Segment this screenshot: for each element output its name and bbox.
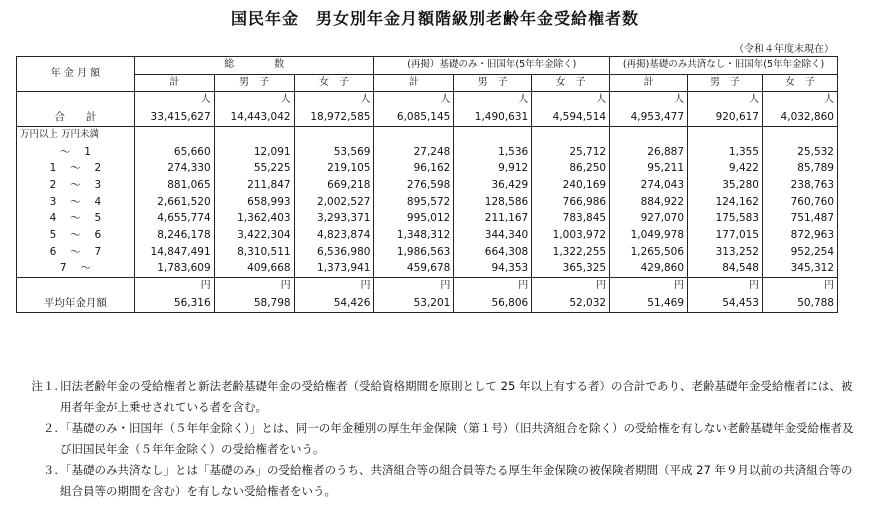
cell-value: 274,330 xyxy=(134,160,214,177)
cell-value: 1,536 xyxy=(454,144,532,161)
unit-label: 円 xyxy=(214,278,294,295)
table-row xyxy=(17,260,838,277)
cell-value: 177,015 xyxy=(688,227,763,244)
cell-value: 895,572 xyxy=(374,194,454,211)
unit-label: 円 xyxy=(532,278,610,295)
cell-value: 3,293,371 xyxy=(294,210,374,227)
row-label: 平均年金月額 xyxy=(17,295,135,312)
header-row-2 xyxy=(17,74,838,92)
cell-value: 1,003,972 xyxy=(532,227,610,244)
cell-value: 344,340 xyxy=(454,227,532,244)
cell-value: 4,032,860 xyxy=(762,109,837,126)
cell-value: 56,806 xyxy=(454,295,532,312)
row-label: 1 ～ 2 xyxy=(17,160,135,177)
cell-value: 459,678 xyxy=(374,260,454,277)
unit-label: 円 xyxy=(762,278,837,295)
row-label: 4 ～ 5 xyxy=(17,210,135,227)
col-male: 男 子 xyxy=(688,74,763,92)
cell-value: 766,986 xyxy=(532,194,610,211)
cell-value: 27,248 xyxy=(374,144,454,161)
note-text: 「基礎のみ・旧国年（５年年金除く）」とは、同一の年金種別の厚生年金保険（第１号）（旧共済組合を除く）の受給権を有しない老齢基礎年金受給権者及び旧国民年金（５年年金除く）の受給権者をいう。 xyxy=(60,421,854,456)
unit-label: 人 xyxy=(374,92,454,109)
cell-value: 4,953,477 xyxy=(610,109,688,126)
table-row xyxy=(17,210,838,227)
row-label: 合 計 xyxy=(17,109,135,126)
cell-value: 25,532 xyxy=(762,144,837,161)
cell-value: 56,316 xyxy=(134,295,214,312)
unit-label: 人 xyxy=(454,92,532,109)
note-text: 旧法老齢年金の受給権者と新法老齢基礎年金の受給権者（受給資格期間を原則として 25 年以上有する者）の合計であり、老齢基礎年金受給権者には、被用者年金が上乗せされている者を含む。 xyxy=(60,379,853,414)
unit-label: 人 xyxy=(688,92,763,109)
table-row xyxy=(17,227,838,244)
cell-value: 884,922 xyxy=(610,194,688,211)
cell-value: 6,536,980 xyxy=(294,244,374,261)
row-label: 5 ～ 6 xyxy=(17,227,135,244)
cell-value: 128,586 xyxy=(454,194,532,211)
col-total: 計 xyxy=(610,74,688,92)
table-row xyxy=(17,194,838,211)
cell-value: 2,661,520 xyxy=(134,194,214,211)
row-label: 3 ～ 4 xyxy=(17,194,135,211)
unit-row-persons xyxy=(17,92,838,109)
col-male: 男 子 xyxy=(214,74,294,92)
bracket-header: 年 金 月 額 xyxy=(17,57,135,92)
cell-value: 1,322,255 xyxy=(532,244,610,261)
cell-value: 881,065 xyxy=(134,177,214,194)
cell-value: 3,422,304 xyxy=(214,227,294,244)
cell-value: 1,373,941 xyxy=(294,260,374,277)
cell-value: 429,860 xyxy=(610,260,688,277)
col-male: 男 子 xyxy=(454,74,532,92)
cell-value: 920,617 xyxy=(688,109,763,126)
cell-value: 1,049,978 xyxy=(610,227,688,244)
cell-value: 53,201 xyxy=(374,295,454,312)
cell-value: 96,162 xyxy=(374,160,454,177)
unit-label: 円 xyxy=(688,278,763,295)
table-row xyxy=(17,177,838,194)
cell-value: 9,422 xyxy=(688,160,763,177)
unit-label: 円 xyxy=(294,278,374,295)
bracket-rows xyxy=(17,144,838,278)
cell-value: 4,823,874 xyxy=(294,227,374,244)
cell-value: 669,218 xyxy=(294,177,374,194)
cell-value: 6,085,145 xyxy=(374,109,454,126)
row-label: 6 ～ 7 xyxy=(17,244,135,261)
cell-value: 12,091 xyxy=(214,144,294,161)
cell-value: 760,760 xyxy=(762,194,837,211)
unit-label: 人 xyxy=(762,92,837,109)
cell-value: 51,469 xyxy=(610,295,688,312)
cell-value: 2,002,527 xyxy=(294,194,374,211)
cell-value: 50,788 xyxy=(762,295,837,312)
cell-value: 94,353 xyxy=(454,260,532,277)
cell-value: 14,443,042 xyxy=(214,109,294,126)
cell-value: 124,162 xyxy=(688,194,763,211)
unit-label: 人 xyxy=(134,92,214,109)
unit-label: 円 xyxy=(610,278,688,295)
cell-value: 36,429 xyxy=(454,177,532,194)
cell-value: 86,250 xyxy=(532,160,610,177)
unit-label: 円 xyxy=(374,278,454,295)
cell-value: 1,265,506 xyxy=(610,244,688,261)
col-total: 計 xyxy=(134,74,214,92)
cell-value: 1,348,312 xyxy=(374,227,454,244)
cell-value: 4,655,774 xyxy=(134,210,214,227)
table-row xyxy=(17,244,838,261)
cell-value: 84,548 xyxy=(688,260,763,277)
group2-header: (再掲）基礎のみ・旧国年(5年年金除く) xyxy=(374,57,610,75)
note-mark: ２. xyxy=(42,421,58,435)
note-item xyxy=(16,376,856,418)
cell-value: 274,043 xyxy=(610,177,688,194)
cell-value: 211,847 xyxy=(214,177,294,194)
cell-value: 85,789 xyxy=(762,160,837,177)
note-mark: ３. xyxy=(42,463,58,477)
cell-value: 995,012 xyxy=(374,210,454,227)
col-total: 計 xyxy=(374,74,454,92)
header-row-1 xyxy=(17,57,838,75)
cell-value: 1,986,563 xyxy=(374,244,454,261)
cell-value: 8,310,511 xyxy=(214,244,294,261)
cell-value: 219,105 xyxy=(294,160,374,177)
cell-value: 313,252 xyxy=(688,244,763,261)
cell-value: 1,355 xyxy=(688,144,763,161)
col-female: 女 子 xyxy=(762,74,837,92)
cell-value: 53,569 xyxy=(294,144,374,161)
as-of-date: （令和４年度末現在） xyxy=(734,44,834,55)
total-row xyxy=(17,109,838,126)
total-group-header: 総 数 xyxy=(134,57,374,75)
cell-value: 8,246,178 xyxy=(134,227,214,244)
note-mark: 注１. xyxy=(31,379,58,393)
cell-value: 4,594,514 xyxy=(532,109,610,126)
cell-value: 211,167 xyxy=(454,210,532,227)
cell-value: 65,660 xyxy=(134,144,214,161)
cell-value: 54,426 xyxy=(294,295,374,312)
cell-value: 9,912 xyxy=(454,160,532,177)
unit-label: 人 xyxy=(294,92,374,109)
cell-value: 54,453 xyxy=(688,295,763,312)
cell-value: 25,712 xyxy=(532,144,610,161)
cell-value: 52,032 xyxy=(532,295,610,312)
cell-value: 58,798 xyxy=(214,295,294,312)
cell-value: 175,583 xyxy=(688,210,763,227)
note-item xyxy=(16,460,856,502)
unit-row-yen xyxy=(17,278,838,295)
row-label: 7 ～ xyxy=(17,260,135,277)
cell-value: 1,783,609 xyxy=(134,260,214,277)
page-title: 国民年金 男女別年金月額階級別老齢年金受給権者数 xyxy=(230,9,639,28)
cell-value: 95,211 xyxy=(610,160,688,177)
row-label: 2 ～ 3 xyxy=(17,177,135,194)
cell-value: 14,847,491 xyxy=(134,244,214,261)
cell-value: 238,763 xyxy=(762,177,837,194)
cell-value: 1,490,631 xyxy=(454,109,532,126)
range-header: 万円以上 万円未満 xyxy=(17,126,135,143)
cell-value: 240,169 xyxy=(532,177,610,194)
col-female: 女 子 xyxy=(532,74,610,92)
cell-value: 26,887 xyxy=(610,144,688,161)
cell-value: 365,325 xyxy=(532,260,610,277)
cell-value: 276,598 xyxy=(374,177,454,194)
unit-label: 円 xyxy=(454,278,532,295)
notes-section xyxy=(16,376,856,502)
note-item xyxy=(16,418,856,460)
unit-label: 人 xyxy=(532,92,610,109)
cell-value: 927,070 xyxy=(610,210,688,227)
cell-value: 55,225 xyxy=(214,160,294,177)
cell-value: 751,487 xyxy=(762,210,837,227)
col-female: 女 子 xyxy=(294,74,374,92)
cell-value: 872,963 xyxy=(762,227,837,244)
cell-value: 345,312 xyxy=(762,260,837,277)
range-header-row xyxy=(17,126,838,143)
unit-label: 円 xyxy=(134,278,214,295)
cell-value: 18,972,585 xyxy=(294,109,374,126)
average-row xyxy=(17,295,838,312)
table-row xyxy=(17,160,838,177)
cell-value: 783,845 xyxy=(532,210,610,227)
cell-value: 952,254 xyxy=(762,244,837,261)
cell-value: 409,668 xyxy=(214,260,294,277)
pension-table xyxy=(16,56,838,313)
row-label: ～ 1 xyxy=(17,144,135,161)
cell-value: 1,362,403 xyxy=(214,210,294,227)
cell-value: 35,280 xyxy=(688,177,763,194)
group3-header: (再掲)基礎のみ共済なし・旧国年(5年年金除く) xyxy=(610,57,838,75)
unit-label: 人 xyxy=(610,92,688,109)
note-text: 「基礎のみ共済なし」とは「基礎のみ」の受給権者のうち、共済組合等の組合員等たる厚生年金保険の被保険者期間（平成 27 年９月以前の共済組合等の組合員等の期間を含む）を有しない受給権者をいう。 xyxy=(60,463,853,498)
cell-value: 658,993 xyxy=(214,194,294,211)
table-row xyxy=(17,144,838,161)
unit-label: 人 xyxy=(214,92,294,109)
cell-value: 33,415,627 xyxy=(134,109,214,126)
cell-value: 664,308 xyxy=(454,244,532,261)
